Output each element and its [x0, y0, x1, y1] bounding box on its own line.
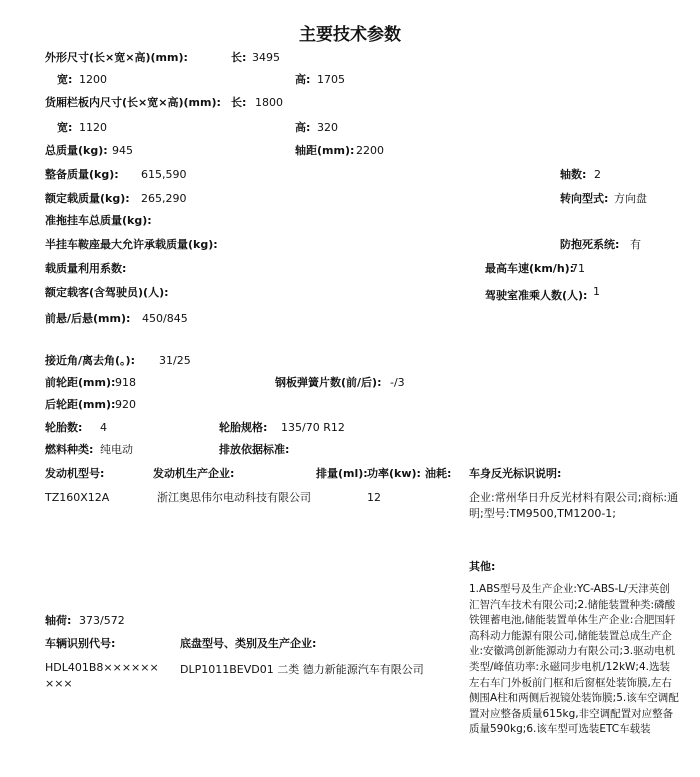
abs-label: 防抱死系统:	[560, 238, 620, 251]
other-label: 其他:	[469, 560, 496, 573]
width-label: 宽:	[57, 73, 73, 86]
tire-count-value: 4	[100, 421, 107, 434]
tire-count-label: 轮胎数:	[45, 421, 83, 434]
axles-label: 轴数:	[560, 168, 587, 181]
axle-load-label: 轴荷:	[45, 614, 72, 627]
cargo-length-value: 1800	[255, 96, 283, 109]
cargo-height-label: 高:	[295, 121, 311, 134]
height-value: 1705	[317, 73, 345, 86]
fuel-consumption-label: 油耗:	[425, 467, 452, 480]
leaf-spring-label: 钢板弹簧片数(前/后):	[275, 376, 382, 389]
width-value: 1200	[79, 73, 107, 86]
displacement-label: 排量(ml):	[316, 467, 368, 480]
wheelbase-value: 2200	[356, 144, 384, 157]
wheelbase-label: 轴距(mm):	[295, 144, 355, 157]
total-mass-value: 945	[112, 144, 133, 157]
cargo-length-label: 长:	[231, 96, 247, 109]
rated-load-value: 265,290	[141, 192, 187, 205]
passengers-label: 额定载客(含驾驶员)(人):	[45, 286, 169, 299]
reflective-text: 企业:常州华日升反光材料有限公司;商标:通明;型号:TM9500,TM1200-1;	[469, 491, 679, 520]
cab-seats-label: 驾驶室准乘人数(人):	[485, 289, 588, 302]
vin-value: HDL401B8××××××	[45, 661, 159, 674]
engine-model-value: TZ160X12A	[45, 491, 110, 504]
engine-model-label: 发动机型号:	[45, 467, 105, 480]
reflective-label: 车身反光标识说明:	[469, 467, 562, 480]
total-mass-label: 总质量(kg):	[45, 144, 108, 157]
vin-value-continued: ×××	[45, 677, 73, 690]
overhang-value: 450/845	[142, 312, 188, 325]
steering-label: 转向型式:	[560, 192, 609, 205]
fuel-label: 燃料种类:	[45, 443, 94, 456]
steering-value: 方向盘	[614, 192, 647, 205]
length-value: 3495	[252, 51, 280, 64]
front-track-value: 918	[115, 376, 136, 389]
cab-seats-value: 1	[593, 285, 600, 298]
tire-spec-label: 轮胎规格:	[219, 421, 268, 434]
other-text: 1.ABS型号及生产企业:YC-ABS-L/天津英创汇智汽车技术有限公司;2.储能装置种类:磷酸铁锂蓄电池,储能装置单体生产企业:合肥国轩高科动力能源有限公司,储能装置总成生产企业:安徽鸿创新能源动力有限公司;3.驱动电机类型/峰值功率:永磁同步电机/12kW;4.选装左右车门外板前门框和后窗框处装饰膜,左右侧围A柱和两侧后视镜处装饰膜;5.该车空调配置对应整备质量615kg,非空调配置对应整备质量590kg;6.该车型可选装ETC车载装	[469, 583, 679, 736]
engine-maker-value: 浙江奥思伟尔电动科技有限公司	[157, 491, 311, 504]
engine-maker-label: 发动机生产企业:	[153, 467, 235, 480]
length-label: 长:	[231, 51, 247, 64]
abs-value: 有	[630, 238, 641, 251]
fuel-value: 纯电动	[100, 443, 133, 456]
max-speed-label: 最高车速(km/h):	[485, 262, 575, 275]
vin-label: 车辆识别代号:	[45, 637, 116, 650]
front-track-label: 前轮距(mm):	[45, 376, 116, 389]
utilization-label: 载质量利用系数:	[45, 262, 127, 275]
cargo-width-value: 1120	[79, 121, 107, 134]
trailer-mass-label: 准拖挂车总质量(kg):	[45, 214, 152, 227]
rated-load-label: 额定载质量(kg):	[45, 192, 130, 205]
angle-value: 31/25	[159, 354, 191, 367]
page-title: 主要技术参数	[299, 25, 401, 45]
cargo-width-label: 宽:	[57, 121, 73, 134]
max-speed-value: 71	[571, 262, 585, 275]
overhang-label: 前悬/后悬(mm):	[45, 312, 131, 325]
chassis-label: 底盘型号、类别及生产企业:	[180, 637, 317, 650]
height-label: 高:	[295, 73, 311, 86]
axles-value: 2	[594, 168, 601, 181]
cargo-height-value: 320	[317, 121, 338, 134]
power-value: 12	[367, 491, 381, 504]
curb-mass-label: 整备质量(kg):	[45, 168, 119, 181]
axle-load-value: 373/572	[79, 614, 125, 627]
emission-label: 排放依据标准:	[219, 443, 290, 456]
curb-mass-value: 615,590	[141, 168, 187, 181]
semitrailer-label: 半挂车鞍座最大允许承载质量(kg):	[45, 238, 218, 251]
tire-spec-value: 135/70 R12	[281, 421, 345, 434]
angle-label: 接近角/离去角(。):	[45, 354, 135, 367]
dimensions-label: 外形尺寸(长×宽×高)(mm):	[45, 51, 188, 64]
leaf-spring-value: -/3	[390, 376, 405, 389]
cargo-label: 货厢栏板内尺寸(长×宽×高)(mm):	[45, 96, 221, 109]
rear-track-value: 920	[115, 398, 136, 411]
power-label: 功率(kw):	[367, 467, 421, 480]
rear-track-label: 后轮距(mm):	[45, 398, 116, 411]
chassis-value: DLP1011BEVD01 二类 德力新能源汽车有限公司	[180, 663, 424, 676]
